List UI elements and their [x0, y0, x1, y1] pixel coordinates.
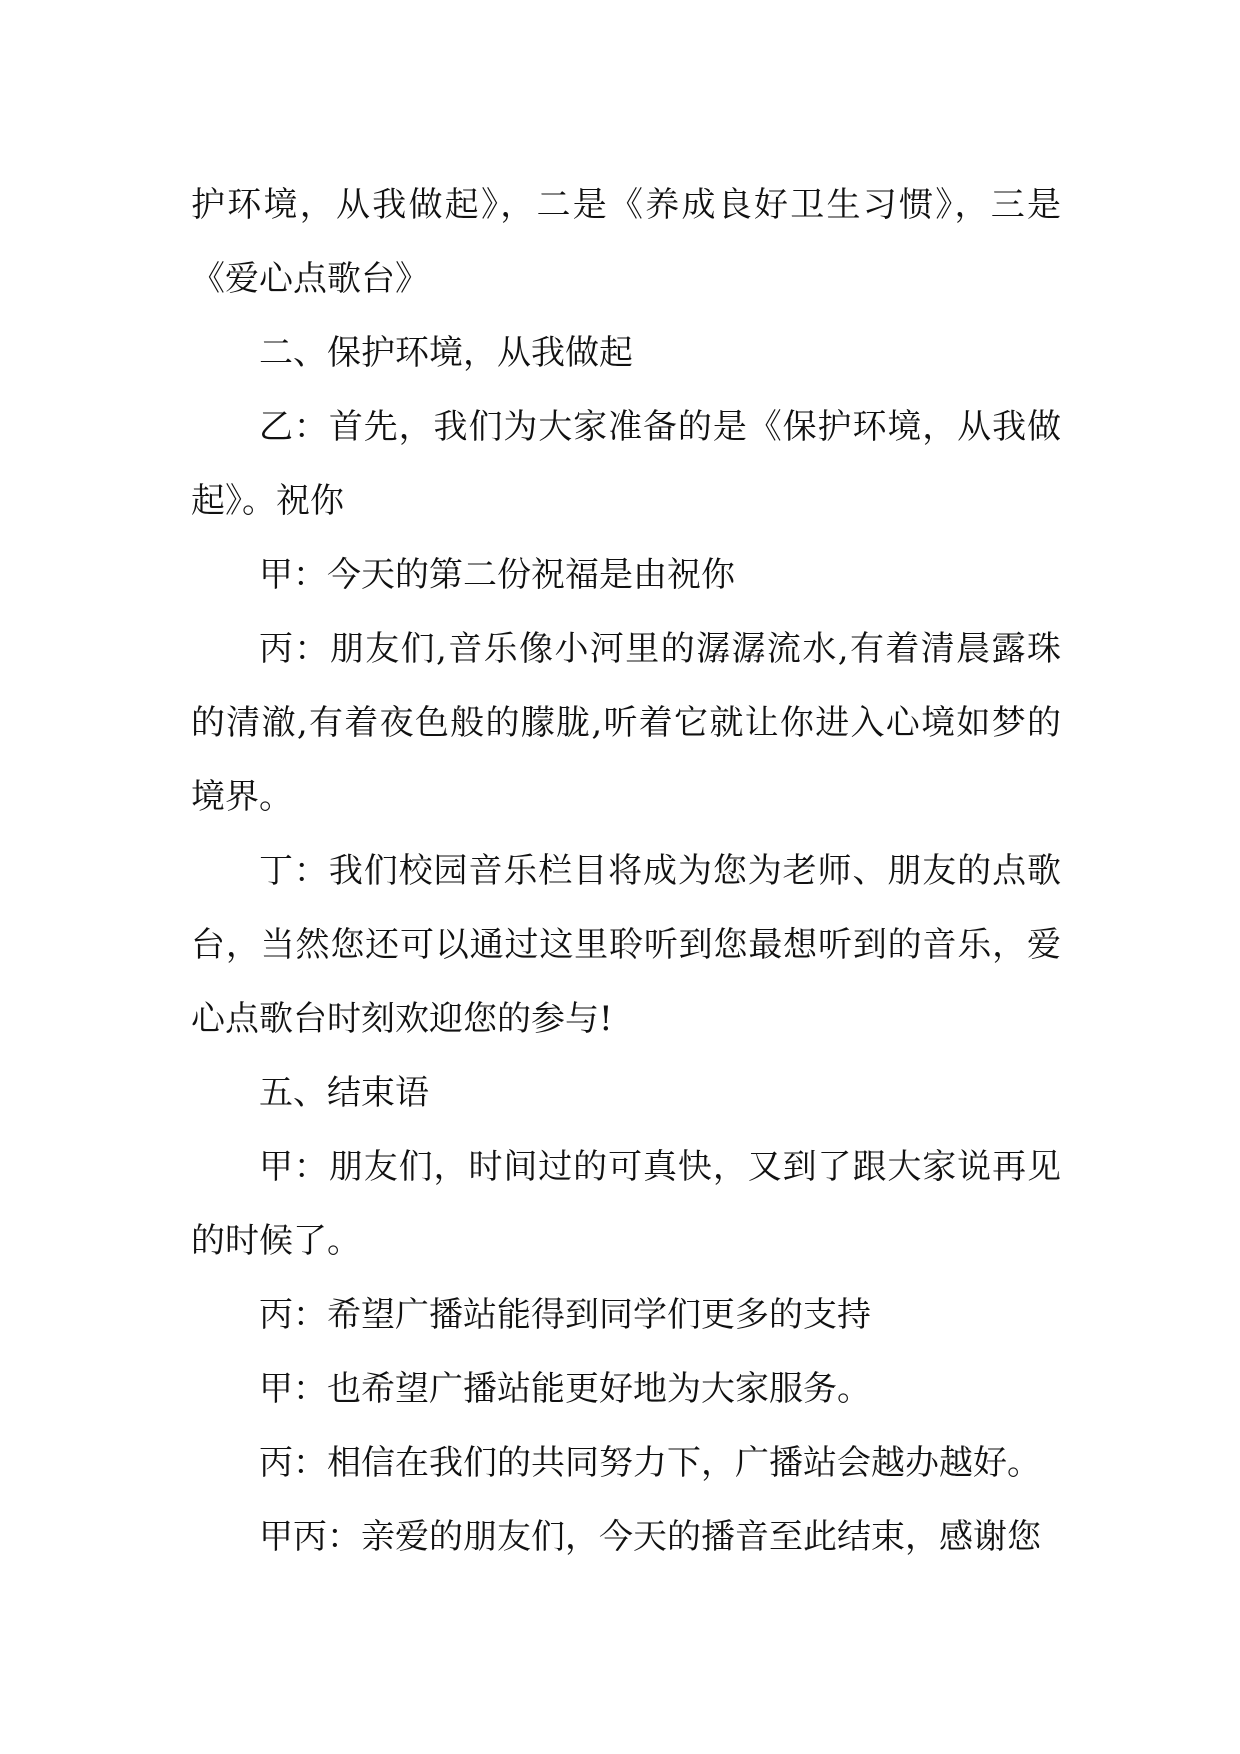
paragraph: 甲：朋友们，时间过的可真快，又到了跟大家说再见的时候了。 — [191, 1147, 1061, 1261]
paragraph: 甲：也希望广播站能更好地为大家服务。 — [259, 1369, 871, 1409]
paragraph: 甲丙：亲爱的朋友们，今天的播音至此结束，感谢您 — [259, 1517, 1041, 1557]
paragraph: 甲：今天的第二份祝福是由祝你 — [259, 555, 735, 595]
paragraph: 丙：希望广播站能得到同学们更多的支持 — [259, 1295, 871, 1335]
section-heading: 五、结束语 — [259, 1073, 429, 1113]
paragraph: 丁：我们校园音乐栏目将成为您为老师、朋友的点歌台，当然您还可以通过这里聆听到您最想听到的音乐，爱心点歌台时刻欢迎您的参与! — [191, 851, 1061, 1039]
section-heading: 二、保护环境，从我做起 — [259, 333, 633, 373]
paragraph: 护环境，从我做起》，二是《养成良好卫生习惯》，三是《爱心点歌台》 — [191, 185, 1061, 299]
paragraph: 丙：朋友们,音乐像小河里的潺潺流水,有着清晨露珠的清澈,有着夜色般的朦胧,听着它就让你进入心境如梦的境界。 — [191, 629, 1061, 817]
paragraph: 乙：首先，我们为大家准备的是《保护环境，从我做起》。祝你 — [191, 407, 1061, 521]
paragraph: 丙：相信在我们的共同努力下，广播站会越办越好。 — [259, 1443, 1041, 1483]
document-body — [191, 168, 1061, 1574]
